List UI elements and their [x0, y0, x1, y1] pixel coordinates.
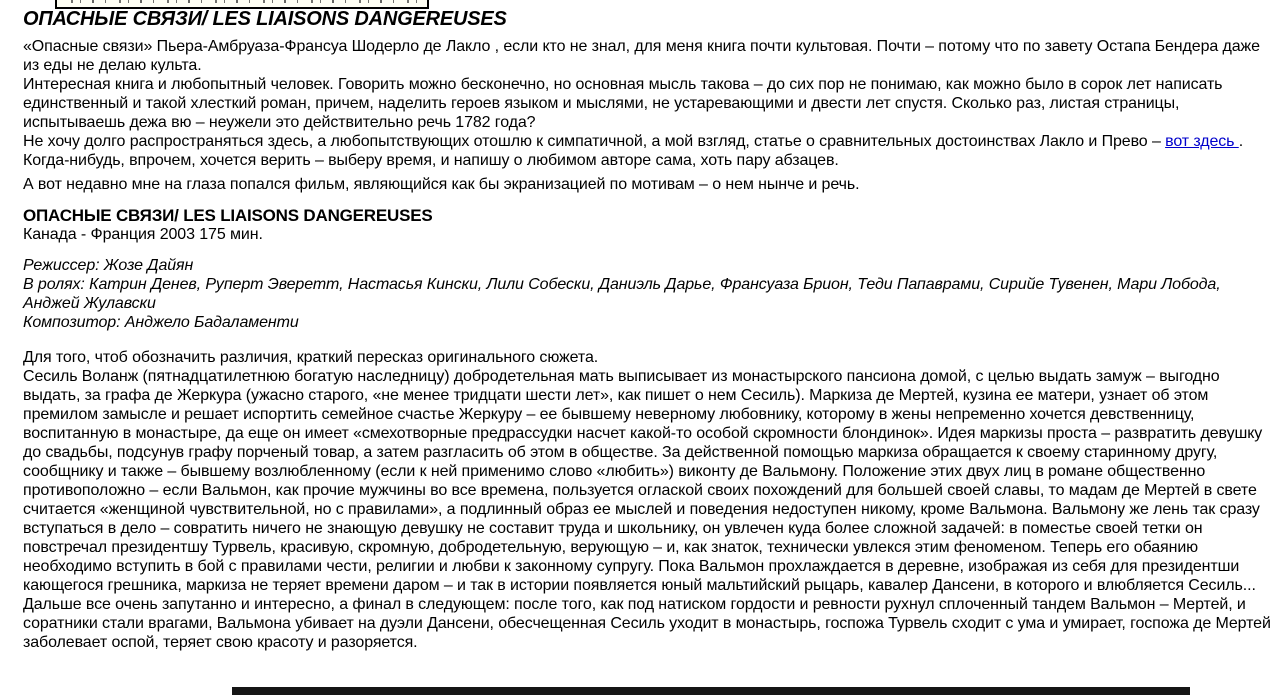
composer-line: Композитор: Анджело Бадаламенти [23, 314, 299, 331]
synopsis-block [23, 348, 1271, 652]
credits-block [23, 256, 1271, 332]
synopsis-main-paragraph: Сесиль Воланж (пятнадцатилетнюю богатую наследницу) добродетельная мать выписывает из монастырского пансиона домой, с целью выдать замуж – выгодно выдать, за графа де Жеркура (ужасно старого, «не менее тридцати шести лет», как пишет о нем Сесиль). Маркиза де Мертей, кузина ее матери, узнает об этом премилом замысле и решает испортить семейное счастье Жеркуру – ее бывшему неверному любовнику, которому в жены непременно хочется девственницу, воспитанную в монастыре, да еще он имеет «смехотворные предрассудки насчет какой-то особой скромности блондинок». Идея маркизы проста – развратить девушку до свадьбы, подсунув графу порченый товар, а затем разгласить об этом в обществе. За действенной помощью маркиза обращается к своему старинному другу, сообщнику и также – бывшему возлюбленному (если к ней применимо слово «любить») виконту де Вальмону. Положение этих двух лиц в романе общественно противоположно – если Вальмон, как прочие мужчины во все времена, пользуется оглаской своих похождений для большей своей славы, то мадам де Мертей в свете считается «женщиной чувствительной, но с правилами», а подлинный образ ее мыслей и поведения недоступен никому, кроме Вальмона. Вальмону же лень так сразу вступаться в дело – совратить ничего не знающую девушку не составит труда и школьнику, он увлечен куда более сложной задачей: в поместье своей тетки он повстречал президентшу Турвель, красивую, скромную, добродетельную, верующую – и, как знаток, технически увлекся этим феноменом. Теперь его обаянию необходимо вступить в бой с правилами чести, религии и любви к законному супругу. Пока Вальмон прохлаждается в деревне, изображая из себя для президентши кающегося грешника, маркиза не теряет времени даром – и так в истории появляется юный мальтийский рыцарь, кавалер Дансени, в которого и влюбляется Сесиль... [23, 368, 1263, 594]
page-title: ОПАСНЫЕ СВЯЗИ/ LES LIAISONS DANGEREUSES [23, 8, 507, 30]
movie-country-year: Канада - Франция 2003 175 мин. [23, 226, 263, 243]
film-intro-paragraph: А вот недавно мне на глаза попался фильм, являющийся как бы экранизацией по мотивам – о нем нынче и речь. [23, 176, 860, 193]
intro-paragraph-3-before-link: Не хочу долго распространяться здесь, а любопытствующих отошлю к симпатичной, а мой взгляд, статье о сравнительных достоинствах Лакло и Прево – [23, 133, 1166, 150]
spacer [23, 244, 1271, 256]
synopsis-finale-paragraph: Дальше все очень запутанно и интересно, а финал в следующем: после того, как под натиском гордости и ревности рухнул сплоченный тандем Вальмон – Мертей, и соратники стали врагами, Вальмона убивает на дуэли Дансени, обесчещенная Сесиль уходит в монастырь, госпожа Турвель сходит с ума и умирает, госпожа де Мертей заболевает оспой, теряет свою красоту и разоряется. [23, 596, 1271, 651]
intro-paragraph-1: «Опасные связи» Пьера-Амбруаза-Франсуа Шодерло де Лакло , если кто не знал, для меня книга почти культовая. Почти – потому что по завету Остапа Бендера даже из еды не делаю культа. [23, 38, 1260, 74]
intro-paragraph-2: Интересная книга и любопытный человек. Говорить можно бесконечно, но основная мысль такова – до сих пор не понимаю, как можно было в сорок лет написать единственный и такой хлесткий роман, причем, наделить героев языком и мыслями, не устаревающими и двести лет спустя. Сколько раз, листая страницы, испытываешь дежа вю – неужели это действительно речь 1782 года? [23, 76, 1223, 131]
article [23, 0, 1271, 652]
cropped-bottom-element-fragment [232, 687, 1190, 695]
director-line: Режиссер: Жозе Дайян [23, 257, 194, 274]
movie-title: ОПАСНЫЕ СВЯЗИ/ LES LIAISONS DANGEREUSES [23, 206, 433, 225]
vot-zdes-link[interactable]: вот здесь [1165, 133, 1239, 150]
intro-paragraph-3-after-link: . Когда-нибудь, впрочем, хочется верить – выберу время, и напишу о любимом авторе сама, хоть пару абзацев. [23, 133, 1244, 169]
spacer [23, 194, 1271, 206]
cast-line: В ролях: Катрин Денев, Руперт Эверетт, Настасья Кински, Лили Собески, Даниэль Дарье, Франсуаза Брион, Теди Папаврами, Сирийе Тувенен, Мари Лобода, Анджей Жулавски [23, 276, 1221, 312]
intro-paragraph-3 [23, 132, 1271, 170]
spacer [23, 332, 1271, 348]
synopsis-intro-line: Для того, чтоб обозначить различия, краткий пересказ оригинального сюжета. [23, 349, 599, 366]
